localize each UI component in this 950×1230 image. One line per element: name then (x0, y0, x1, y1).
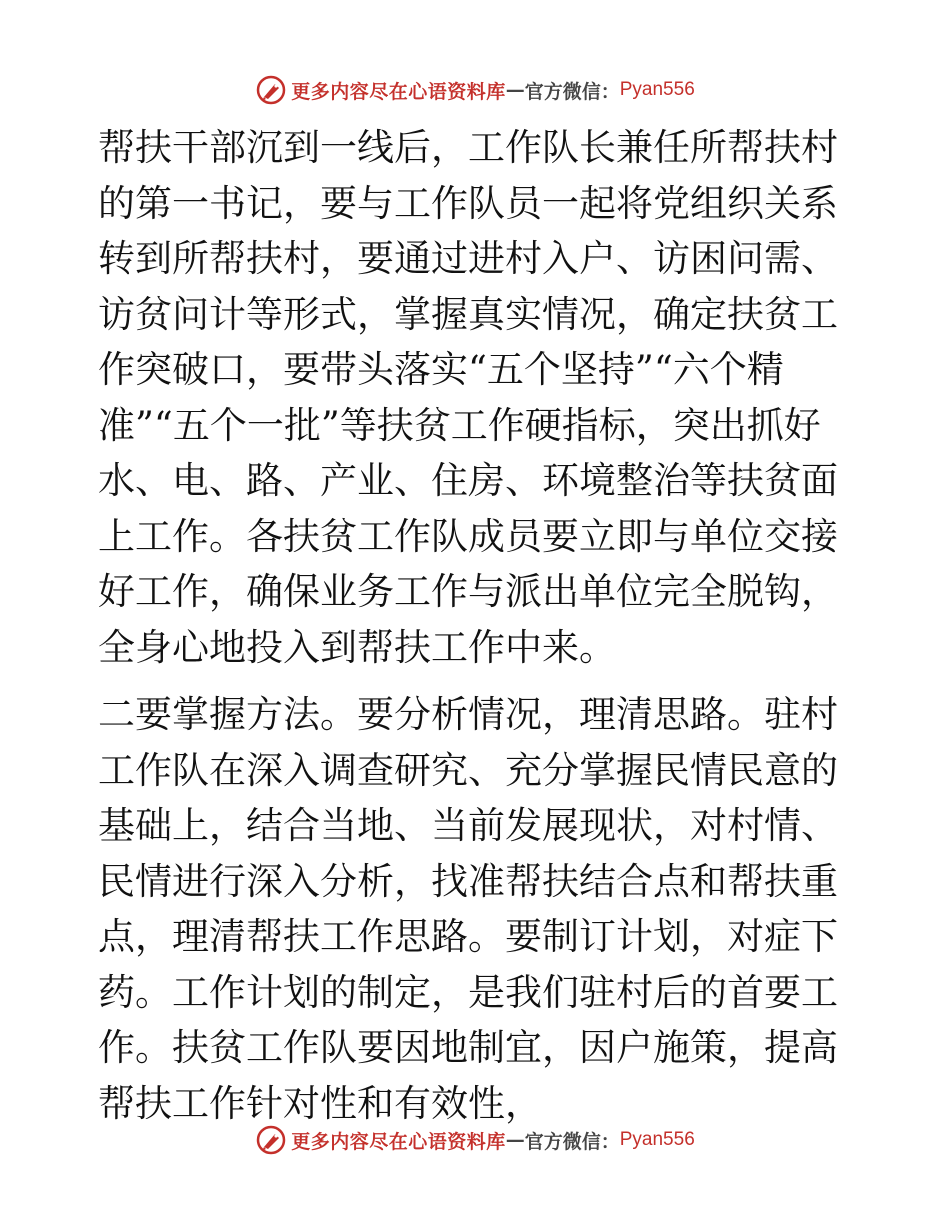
banner-wechat-id: Pyan556 (619, 1129, 695, 1150)
paragraph-1: 帮扶干部沉到一线后，工作队长兼任所帮扶村的第一书记，要与工作队员一起将党组织关系转到所帮扶村，要通过进村入户、访困问需、访贫问计等形式，掌握真实情况，确定扶贫工作突破口，要带头落实“五个坚持”“六个精准”“五个一批”等扶贫工作硬指标，突出抓好水、电、路、产业、住房、环境整治等扶贫面上工作。各扶贫工作队成员要立即与单位交接好工作，确保业务工作与派出单位完全脱钩，全身心地投入到帮扶工作中来。 (98, 126, 838, 669)
banner-wechat-id: Pyan556 (619, 79, 695, 100)
banner-site-text: 更多内容尽在心语资料库 (291, 80, 506, 103)
pen-nib-logo-icon (255, 1124, 287, 1156)
document-body (98, 120, 858, 1131)
banner-dash: — (505, 79, 525, 101)
footer-banner (0, 1120, 950, 1160)
paragraph-2: 二要掌握方法。要分析情况，理清思路。驻村工作队在深入调查研究、充分掌握民情民意的基础上，结合当地、当前发展现状，对村情、民情进行深入分析，找准帮扶结合点和帮扶重点，理清帮扶工作思路。要制订计划，对症下药。工作计划的制定，是我们驻村后的首要工作。扶贫工作队要因地制宜，因户施策，提高帮扶工作针对性和有效性， (98, 693, 838, 1125)
banner-wechat-label: 官方微信： (524, 80, 620, 103)
header-banner (0, 70, 950, 110)
pen-nib-logo-icon (255, 74, 287, 106)
banner-site-text: 更多内容尽在心语资料库 (291, 1130, 506, 1153)
banner-wechat-label: 官方微信： (524, 1130, 620, 1153)
banner-dash: — (505, 1129, 525, 1151)
